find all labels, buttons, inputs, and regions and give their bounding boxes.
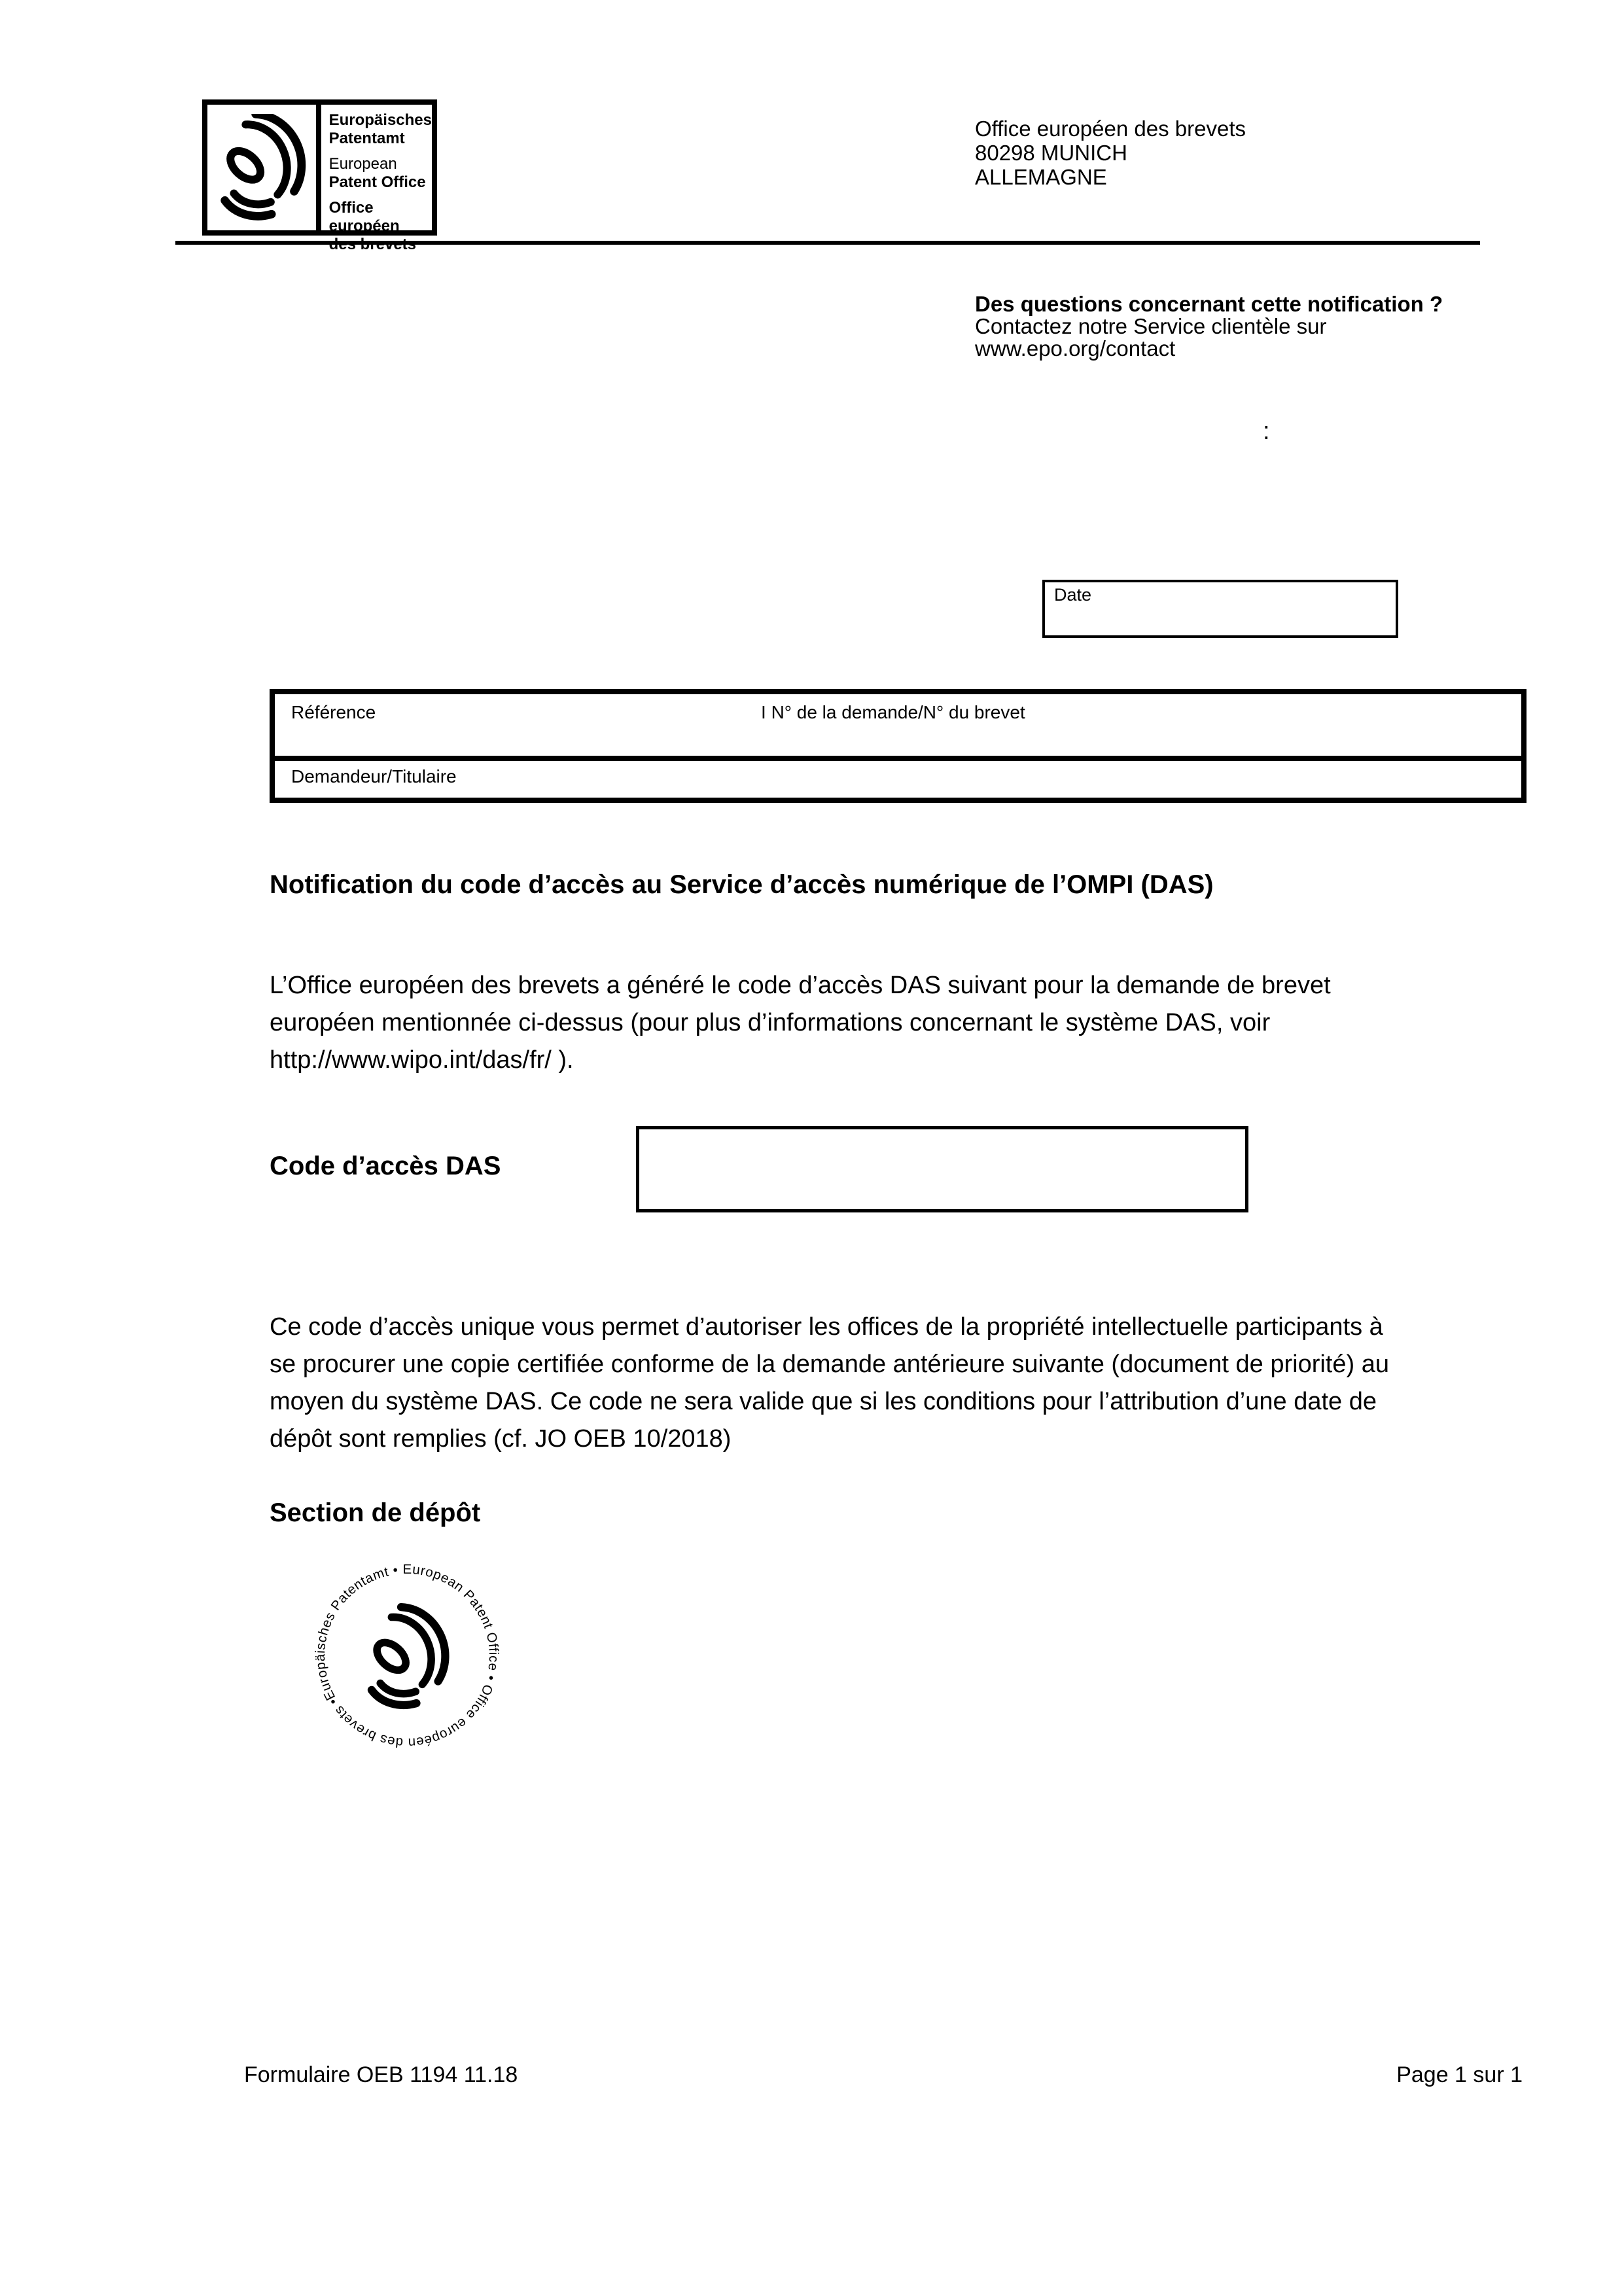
logo-text-fr-1: Office européen <box>328 199 400 235</box>
epo-logo-text-cell <box>316 105 432 235</box>
application-cell-separator: I <box>761 702 766 722</box>
logo-text-en-1: European <box>328 155 397 173</box>
contact-line: Contactez notre Service clientèle sur <box>975 314 1327 338</box>
colon-mark: : <box>1263 417 1270 445</box>
paragraph-line: L’Office européen des brevets a généré le code d’accès DAS suivant pour la demande de brevet <box>270 972 1331 999</box>
logo-text-fr-2 <box>329 236 432 254</box>
paragraph-line: http://www.wipo.int/das/fr/ ). <box>270 1046 574 1074</box>
application-number-cell <box>761 702 1025 723</box>
stamp-ring-text: Europäisches Patentamt • European Patent Office • Office européen des brevets • <box>312 1561 502 1751</box>
contact-url: www.epo.org/contact <box>975 336 1176 361</box>
epo-stamp-seal-icon <box>311 1561 503 1752</box>
epo-logo-box <box>202 99 437 236</box>
intro-paragraph <box>270 967 1331 1079</box>
reference-table-row-2 <box>275 756 1521 798</box>
paragraph-line: dépôt sont remplies (cf. JO OEB 10/2018) <box>270 1425 732 1453</box>
epo-spiral-icon <box>213 114 311 222</box>
date-field-box <box>1042 580 1398 638</box>
applicant-label: Demandeur/Titulaire <box>291 766 457 786</box>
epo-logo-mark-cell <box>207 105 316 230</box>
application-number-label: N° de la demande/N° du brevet <box>771 702 1025 722</box>
reference-table <box>270 689 1527 803</box>
contact-heading: Des questions concernant cette notification ? <box>975 292 1443 316</box>
epo-stamp <box>311 1561 503 1755</box>
paragraph-line: se procurer une copie certifiée conforme de la demande antérieure suivante (document de priorité) au <box>270 1351 1389 1378</box>
date-field-label: Date <box>1054 585 1092 605</box>
document-title: Notification du code d’accès au Service d’accès numérique de l’OMPI (DAS) <box>270 870 1214 899</box>
footer-page-number: Page 1 sur 1 <box>1396 2062 1523 2087</box>
contact-block <box>975 293 1443 360</box>
das-code-label: Code d’accès DAS <box>270 1152 501 1180</box>
paragraph-line: Ce code d’accès unique vous permet d’autoriser les offices de la propriété intellectuelle participants à <box>270 1313 1383 1341</box>
explanation-paragraph <box>270 1309 1389 1458</box>
header-divider-rule <box>175 241 1480 245</box>
paragraph-line: moyen du système DAS. Ce code ne sera valide que si les conditions pour l’attribution d’une date de <box>270 1388 1377 1415</box>
logo-text-de-1: Europäisches <box>328 111 432 129</box>
section-heading: Section de dépôt <box>270 1498 481 1527</box>
reference-label: Référence <box>291 702 376 722</box>
recipient-address-line: ALLEMAGNE <box>975 165 1107 189</box>
footer-form-number: Formulaire OEB 1194 11.18 <box>244 2062 518 2087</box>
reference-table-row-1 <box>275 694 1521 756</box>
recipient-address-line: 80298 MUNICH <box>975 141 1127 165</box>
logo-text-de-2: Patentamt <box>328 130 405 147</box>
paragraph-line: européen mentionnée ci-dessus (pour plus d’informations concernant le système DAS, voir <box>270 1009 1271 1036</box>
recipient-address-line: Office européen des brevets <box>975 116 1246 141</box>
das-code-box <box>636 1126 1248 1212</box>
recipient-address <box>975 116 1246 189</box>
logo-text-en-2: Patent Office <box>328 173 426 191</box>
